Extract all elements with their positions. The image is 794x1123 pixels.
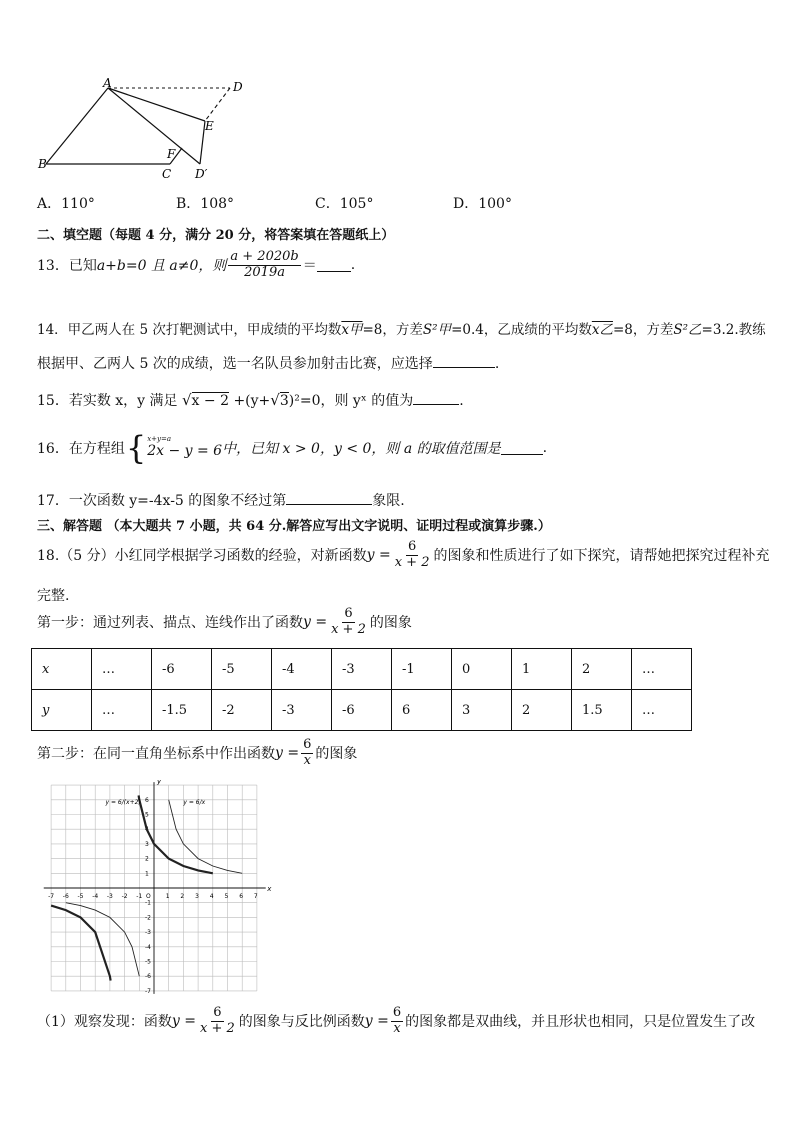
point-f: F [167,147,176,161]
y-tick-label: -7 [145,987,151,995]
y-tick-label: 6 [145,796,149,804]
question-18-line1: 18.（5 分）小红同学根据学习函数的经验，对新函数 y = $\frac{6}{x + 2}$ 的图象和性质进行了如下探究，请帮她把探究过程补充 [37,539,770,570]
answer-blank-13[interactable] [317,259,351,272]
curve-inverse [169,800,243,874]
x-tick-label: 6 [239,893,244,900]
x-tick-label: 4 [209,893,214,900]
y-tick-label: -5 [145,958,151,966]
x-tick-label: 3 [195,893,199,900]
x-tick-label: O [146,893,151,900]
point-d-prime: D′ [195,167,208,181]
answer-blank-15[interactable] [413,392,459,405]
point-d: D [233,80,243,94]
section3-title: 三、解答题 （本大题共 7 小题，共 64 分.解答应写出文字说明、证明过程或演算步骤.） [37,519,551,534]
geometry-figure [30,76,260,186]
x-tick-label: -2 [121,893,128,900]
x-tick-label: 1 [165,893,170,900]
point-c: C [162,167,172,181]
x-tick-label: -3 [106,893,113,900]
q12-option-b[interactable]: B．108° [176,196,235,212]
curve-label-inverse: y = 6/x [183,799,206,807]
x-tick-label: -6 [62,893,69,900]
table-row: x … -6 -5 -4 -3 -1 0 1 2 … [32,649,692,690]
curve-shifted [51,906,111,981]
curve-label-shifted: y = 6/(x+2) [105,799,141,807]
y-tick-label: -1 [145,899,151,907]
section2-title: 二、填空题（每题 4 分，满分 20 分，将答案填在答题纸上） [37,228,395,243]
table-row: y … -1.5 -2 -3 -6 6 3 2 1.5 … [32,690,692,731]
point-e: E [205,119,214,133]
y-tick-label: 2 [145,855,149,863]
x-tick-label: 2 [180,893,185,900]
answer-blank-16[interactable] [501,442,543,455]
question-15: 15．若实数 x，y 满足 √x − 2 +(y+√3)²=0，则 yˣ 的值为 . [37,391,464,409]
x-axis-label: x [267,885,272,893]
x-tick-label: -4 [92,893,99,900]
y-tick-label: 5 [145,811,149,819]
values-table [31,648,692,731]
y-tick-label: 3 [145,840,149,848]
question-18-observation: （1）观察发现：函数 y = $\frac{6}{x + 2}$ 的图象与反比例函数 y = $\frac{6}{x}$ 的图象都是双曲线，并且形状也相同，只是位置发生了改 [37,1005,756,1036]
y-tick-label: 4 [145,826,149,834]
point-b: B [38,157,47,171]
question-18-line2: 完整. [37,588,70,604]
x-tick-label: -1 [136,893,143,900]
question-14-line2: 根据甲、乙两人 5 次的成绩，选一名队员参加射击比赛，应选择 . [37,356,500,372]
y-tick-label: -3 [145,929,151,937]
question-17: 17．一次函数 y=-4x-5 的图象不经过第 象限. [37,493,405,509]
question-16: 16．在方程组 { x+y=a 2x − y = 6 中，已知 x > 0，y < 0，则 a 的取值范围是 . [37,429,548,467]
x-tick-label: -5 [77,893,84,900]
answer-blank-17[interactable] [286,492,372,505]
q12-option-c[interactable]: C．105° [315,196,374,212]
y-tick-label: -2 [145,914,151,922]
function-graph [40,780,280,995]
curve-inverse [66,903,140,977]
curve-shifted [139,795,213,873]
point-a: A [103,76,112,90]
y-axis-label: y [157,780,162,786]
x-tick-label: 5 [224,893,229,900]
question-14-line1: 14．甲乙两人在 5 次打靶测试中，甲成绩的平均数x甲=8，方差S²甲=0.4，乙成绩的平均数x乙=8，方差S²乙=3.2.教练 [37,322,766,338]
y-tick-label: 1 [145,870,149,878]
answer-blank-14[interactable] [433,355,495,368]
y-tick-label: -4 [145,943,151,951]
step1: 第一步：通过列表、描点、连线作出了函数 y = $\frac{6}{x + 2}$ 的图象 [37,606,412,637]
question-13: 13．已知 a+b=0 且 a≠0，则 $\frac{a + 2020b}{2019a}$ ＝ . [37,249,356,280]
x-tick-label: -7 [48,893,55,900]
q12-option-d[interactable]: D．100° [453,196,512,212]
step2: 第二步：在同一直角坐标系中作出函数 y = $\frac{6}{x}$ 的图象 [37,737,358,768]
y-tick-label: -6 [145,973,151,981]
q12-option-a[interactable]: A．110° [37,196,95,212]
x-tick-label: 7 [253,893,258,900]
